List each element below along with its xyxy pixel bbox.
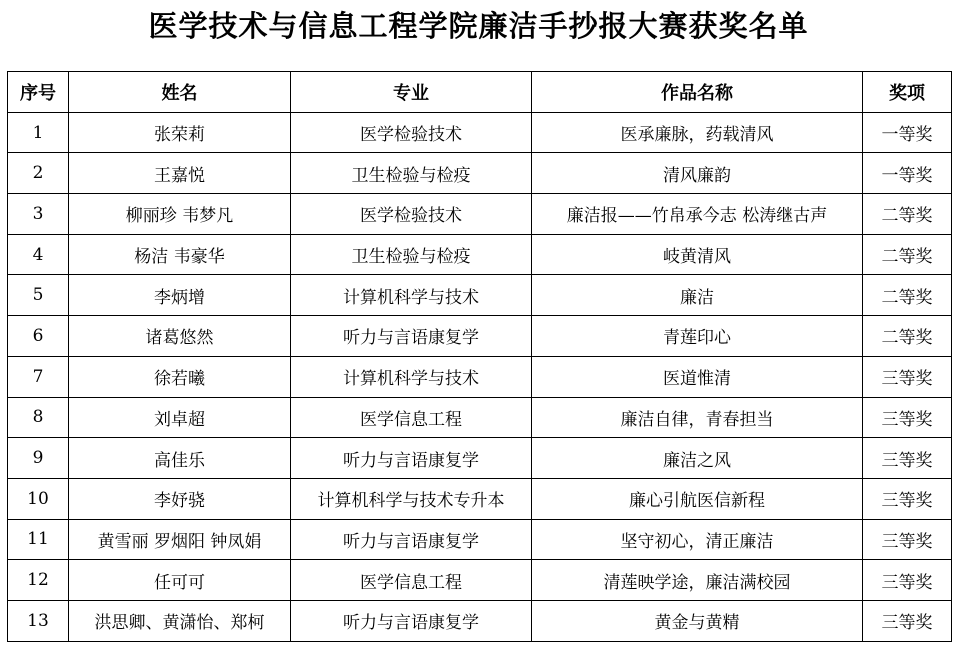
cell-name: 高佳乐 bbox=[69, 438, 291, 479]
header-work: 作品名称 bbox=[532, 72, 863, 113]
table-row bbox=[8, 112, 952, 153]
cell-award: 三等奖 bbox=[863, 560, 952, 601]
cell-award: 二等奖 bbox=[863, 275, 952, 316]
cell-major: 计算机科学与技术 bbox=[291, 275, 532, 316]
cell-no: 11 bbox=[8, 519, 69, 560]
cell-work: 廉心引航医信新程 bbox=[532, 478, 863, 519]
cell-no: 8 bbox=[8, 397, 69, 438]
cell-award: 一等奖 bbox=[863, 153, 952, 194]
cell-award: 一等奖 bbox=[863, 112, 952, 153]
cell-name: 刘卓超 bbox=[69, 397, 291, 438]
cell-no: 2 bbox=[8, 153, 69, 194]
cell-name: 黄雪丽 罗烟阳 钟凤娟 bbox=[69, 519, 291, 560]
table-row bbox=[8, 600, 952, 641]
cell-no: 5 bbox=[8, 275, 69, 316]
cell-award: 二等奖 bbox=[863, 234, 952, 275]
cell-work: 黄金与黄精 bbox=[532, 600, 863, 641]
table-row bbox=[8, 153, 952, 194]
header-no: 序号 bbox=[8, 72, 69, 113]
cell-award: 三等奖 bbox=[863, 519, 952, 560]
cell-major: 卫生检验与检疫 bbox=[291, 153, 532, 194]
cell-no: 13 bbox=[8, 600, 69, 641]
cell-award: 三等奖 bbox=[863, 356, 952, 397]
cell-award: 三等奖 bbox=[863, 397, 952, 438]
table-header-row bbox=[8, 72, 952, 113]
table-row bbox=[8, 397, 952, 438]
cell-major: 计算机科学与技术专升本 bbox=[291, 478, 532, 519]
cell-no: 9 bbox=[8, 438, 69, 479]
cell-major: 医学信息工程 bbox=[291, 397, 532, 438]
cell-work: 廉洁之风 bbox=[532, 438, 863, 479]
cell-work: 医承廉脉，药载清风 bbox=[532, 112, 863, 153]
cell-no: 10 bbox=[8, 478, 69, 519]
cell-work: 清风廉韵 bbox=[532, 153, 863, 194]
table-row bbox=[8, 194, 952, 235]
cell-name: 李炳增 bbox=[69, 275, 291, 316]
cell-major: 听力与言语康复学 bbox=[291, 600, 532, 641]
cell-work: 廉洁报——竹帛承今志 松涛继古声 bbox=[532, 194, 863, 235]
cell-work: 青莲印心 bbox=[532, 316, 863, 357]
cell-no: 6 bbox=[8, 316, 69, 357]
cell-major: 卫生检验与检疫 bbox=[291, 234, 532, 275]
cell-work: 医道惟清 bbox=[532, 356, 863, 397]
table-row bbox=[8, 234, 952, 275]
cell-major: 听力与言语康复学 bbox=[291, 438, 532, 479]
table-row bbox=[8, 560, 952, 601]
cell-major: 医学信息工程 bbox=[291, 560, 532, 601]
cell-no: 3 bbox=[8, 194, 69, 235]
table-row bbox=[8, 275, 952, 316]
table-row bbox=[8, 438, 952, 479]
header-name: 姓名 bbox=[69, 72, 291, 113]
table-row bbox=[8, 478, 952, 519]
cell-award: 二等奖 bbox=[863, 194, 952, 235]
cell-name: 徐若曦 bbox=[69, 356, 291, 397]
cell-name: 洪思卿、黄潇怡、郑柯 bbox=[69, 600, 291, 641]
cell-no: 1 bbox=[8, 112, 69, 153]
cell-work: 清莲映学途，廉洁满校园 bbox=[532, 560, 863, 601]
header-award: 奖项 bbox=[863, 72, 952, 113]
cell-name: 柳丽珍 韦梦凡 bbox=[69, 194, 291, 235]
cell-no: 12 bbox=[8, 560, 69, 601]
page-title: 医学技术与信息工程学院廉洁手抄报大赛获奖名单 bbox=[148, 9, 809, 43]
header-major: 专业 bbox=[291, 72, 532, 113]
cell-name: 诸葛悠然 bbox=[69, 316, 291, 357]
cell-major: 听力与言语康复学 bbox=[291, 316, 532, 357]
table-row bbox=[8, 519, 952, 560]
cell-award: 三等奖 bbox=[863, 438, 952, 479]
cell-work: 岐黄清风 bbox=[532, 234, 863, 275]
cell-major: 医学检验技术 bbox=[291, 194, 532, 235]
cell-no: 4 bbox=[8, 234, 69, 275]
awards-table bbox=[7, 71, 952, 642]
cell-major: 医学检验技术 bbox=[291, 112, 532, 153]
cell-name: 王嘉悦 bbox=[69, 153, 291, 194]
cell-name: 张荣莉 bbox=[69, 112, 291, 153]
cell-name: 李妤骁 bbox=[69, 478, 291, 519]
cell-award: 二等奖 bbox=[863, 316, 952, 357]
cell-work: 廉洁自律，青春担当 bbox=[532, 397, 863, 438]
cell-major: 计算机科学与技术 bbox=[291, 356, 532, 397]
table-row bbox=[8, 316, 952, 357]
cell-award: 三等奖 bbox=[863, 600, 952, 641]
cell-work: 廉洁 bbox=[532, 275, 863, 316]
table-row bbox=[8, 356, 952, 397]
cell-major: 听力与言语康复学 bbox=[291, 519, 532, 560]
cell-no: 7 bbox=[8, 356, 69, 397]
cell-name: 杨洁 韦豪华 bbox=[69, 234, 291, 275]
cell-award: 三等奖 bbox=[863, 478, 952, 519]
cell-name: 任可可 bbox=[69, 560, 291, 601]
cell-work: 坚守初心，清正廉洁 bbox=[532, 519, 863, 560]
